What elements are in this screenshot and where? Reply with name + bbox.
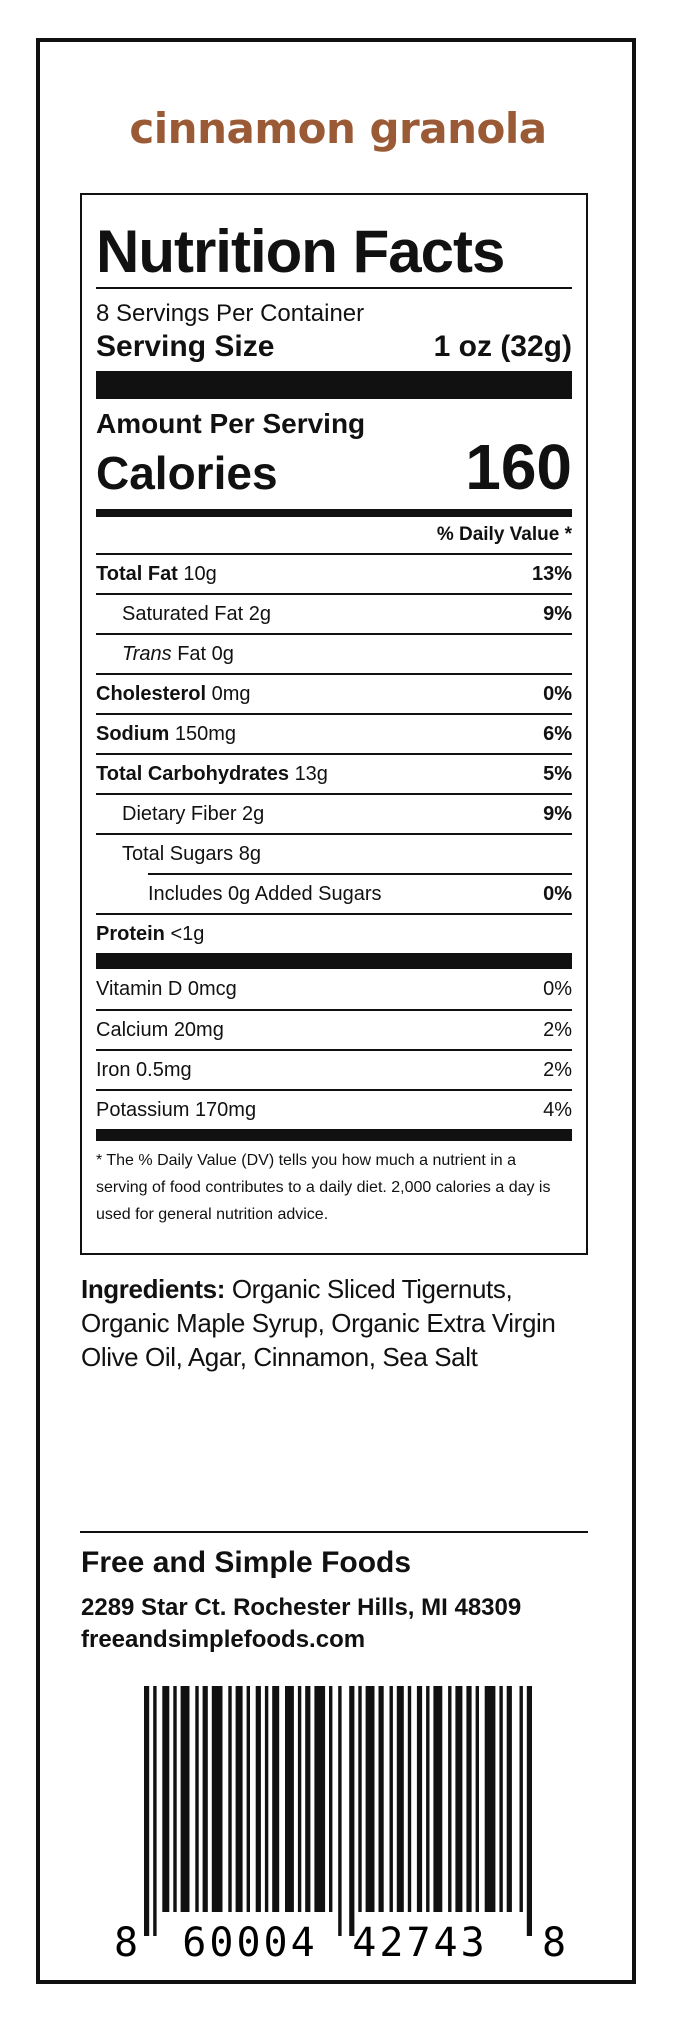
nutrient-dv: 0% — [543, 882, 572, 905]
nutrient-amount: 0g — [211, 642, 234, 665]
nutrient-amount: 13g — [294, 762, 328, 785]
nutrient-name: Cholesterol — [96, 682, 207, 705]
barcode-bar — [417, 1686, 422, 1912]
nutrient-row-cholesterol — [96, 673, 572, 713]
company-address: 2289 Star Ct. Rochester Hills, MI 48309 — [81, 1594, 522, 1621]
nutrient-name: Total Sugars — [122, 842, 234, 865]
nutrition-facts-title: Nutrition Facts — [96, 218, 505, 285]
barcode-bar — [162, 1686, 169, 1912]
nutrient-row-trans-fat — [96, 633, 572, 673]
barcode-bar — [349, 1686, 354, 1936]
serving-size-value: 1 oz (32g) — [433, 330, 572, 363]
nutrient-row-protein — [96, 913, 572, 953]
barcode-bar — [298, 1686, 301, 1912]
vitamin-name: Potassium — [96, 1098, 190, 1121]
nutrient-amount: 8g — [238, 842, 261, 865]
nutrient-row-sodium — [96, 713, 572, 753]
nutrient-name-suffix: Fat — [177, 642, 207, 665]
vitamin-amount: 20mg — [173, 1018, 224, 1041]
barcode-bar — [247, 1686, 250, 1912]
nutrient-amount: 2g — [242, 802, 265, 825]
nutrient-dv: 9% — [543, 602, 572, 625]
calories-row — [96, 431, 572, 503]
vitamin-row-vitamin-d — [96, 969, 572, 1009]
nutrient-amount: 10g — [183, 562, 217, 585]
company-name: Free and Simple Foods — [81, 1546, 412, 1579]
barcode-bar — [433, 1686, 442, 1912]
nutrient-dv: 5% — [543, 762, 572, 785]
barcode-bar — [426, 1686, 429, 1912]
ingredients — [81, 1272, 561, 1374]
barcode-bar — [285, 1686, 294, 1912]
barcode-bar — [527, 1686, 532, 1936]
barcode-bar — [358, 1686, 361, 1912]
barcode-bar — [448, 1686, 451, 1912]
nutrient-row-total-carbohydrates — [96, 753, 572, 793]
barcode-digits-right: 42743 — [352, 1920, 488, 1966]
vitamin-dv: 4% — [543, 1098, 572, 1121]
nutrient-amount: 0mg — [211, 682, 251, 705]
vitamin-dv: 2% — [543, 1018, 572, 1041]
barcode-bar — [520, 1686, 523, 1912]
barcode-bars — [144, 1686, 532, 1936]
serving-size-label: Serving Size — [96, 330, 275, 363]
vitamin-amount: 0.5mg — [136, 1058, 192, 1081]
nutrient-row-total-sugars — [96, 833, 572, 873]
thick-divider — [96, 953, 572, 969]
daily-value-footnote: * The % Daily Value (DV) tells you how much a nutrient in a serving of food contributes to a daily diet. 2,000 calories a day is used for general nutrition advice. — [96, 1152, 551, 1223]
barcode-bar — [466, 1686, 471, 1912]
medium-divider — [96, 509, 572, 517]
barcode-bar — [272, 1686, 279, 1912]
nutrient-name: Includes 0g Added Sugars — [148, 882, 382, 905]
vitamin-row-calcium — [96, 1009, 572, 1049]
vitamin-dv: 2% — [543, 1058, 572, 1081]
nutrient-row-total-fat — [96, 553, 572, 593]
nutrient-amount: <1g — [170, 922, 205, 945]
vitamin-name: Vitamin D — [96, 977, 183, 1000]
nutrient-row-dietary-fiber — [96, 793, 572, 833]
barcode-bar — [390, 1686, 393, 1912]
thick-divider — [96, 1129, 572, 1141]
barcode-bar — [181, 1686, 190, 1912]
nutrient-name: Total Carbohydrates — [96, 762, 289, 785]
barcode-bar — [485, 1686, 496, 1912]
divider — [96, 287, 572, 289]
nutrition-facts-panel — [80, 193, 588, 1255]
barcode-bar — [314, 1686, 325, 1912]
barcode-digit-trailing: 8 — [541, 1920, 567, 1966]
product-title: cinnamon granola — [129, 104, 547, 153]
barcode-bar — [366, 1686, 375, 1912]
barcode-bar — [379, 1686, 384, 1912]
nutrient-dv: 9% — [543, 802, 572, 825]
barcode-bar — [144, 1686, 149, 1936]
barcode-bar — [173, 1686, 176, 1912]
nutrient-dv: 13% — [531, 562, 572, 585]
vitamin-amount: 0mcg — [187, 977, 237, 1000]
barcode-bar — [499, 1686, 502, 1912]
vitamin-amount: 170mg — [194, 1098, 257, 1121]
company-website: freeandsimplefoods.com — [81, 1626, 366, 1653]
vitamin-row-potassium — [96, 1089, 572, 1129]
vitamin-dv: 0% — [543, 977, 572, 1000]
barcode-bar — [153, 1686, 156, 1936]
barcode-bar — [228, 1686, 231, 1912]
vitamin-name: Iron — [96, 1058, 131, 1081]
barcode-bar — [212, 1686, 223, 1912]
barcode-bar — [338, 1686, 341, 1936]
nutrient-name: Dietary Fiber — [122, 802, 237, 825]
servings-per-container: 8 Servings Per Container — [96, 300, 365, 327]
barcode-digit-leading: 8 — [113, 1920, 139, 1966]
barcode-bar — [408, 1686, 411, 1912]
nutrient-dv: 6% — [543, 722, 572, 745]
barcode-bar — [265, 1686, 268, 1912]
ingredients-text: Organic Sliced Tigernuts, Organic Maple Syrup, Organic Extra Virgin Olive Oil, Agar, Cinnamon, Sea Salt — [81, 1274, 556, 1372]
nutrient-row-saturated-fat — [96, 593, 572, 633]
barcode-bar — [329, 1686, 332, 1912]
calories-label: Calories — [96, 447, 278, 499]
barcode-bar — [455, 1686, 462, 1912]
barcode-bar — [397, 1686, 404, 1912]
barcode-bar — [507, 1686, 512, 1912]
nutrient-dv: 0% — [543, 682, 572, 705]
vitamin-row-iron — [96, 1049, 572, 1089]
nutrient-name: Saturated Fat — [122, 602, 244, 625]
barcode-bar — [256, 1686, 261, 1912]
vitamin-name: Calcium — [96, 1018, 169, 1041]
barcode — [100, 1686, 580, 1966]
company-divider — [80, 1531, 588, 1533]
nutrient-name: Sodium — [96, 722, 170, 745]
barcode-bar — [305, 1686, 310, 1912]
calories-value: 160 — [465, 431, 572, 503]
nutrient-name: Total Fat — [96, 562, 178, 585]
company-info — [81, 1544, 621, 1656]
ingredients-label: Ingredients: — [81, 1274, 225, 1304]
barcode-bar — [476, 1686, 479, 1912]
barcode-bar — [236, 1686, 243, 1912]
barcode-bar — [195, 1686, 198, 1912]
nutrient-row-added-sugars — [148, 873, 572, 913]
barcode-digits-left: 60004 — [182, 1920, 318, 1966]
barcode-bar — [203, 1686, 208, 1912]
nutrient-name: Trans — [122, 642, 172, 665]
nutrient-amount: 2g — [248, 602, 271, 625]
nutrient-amount: 150mg — [174, 722, 237, 745]
daily-value-header: % Daily Value * — [436, 524, 572, 545]
serving-size-row — [96, 329, 572, 365]
nutrient-name: Protein — [96, 922, 165, 945]
amount-per-serving: Amount Per Serving — [96, 408, 366, 439]
thick-divider — [96, 371, 572, 399]
